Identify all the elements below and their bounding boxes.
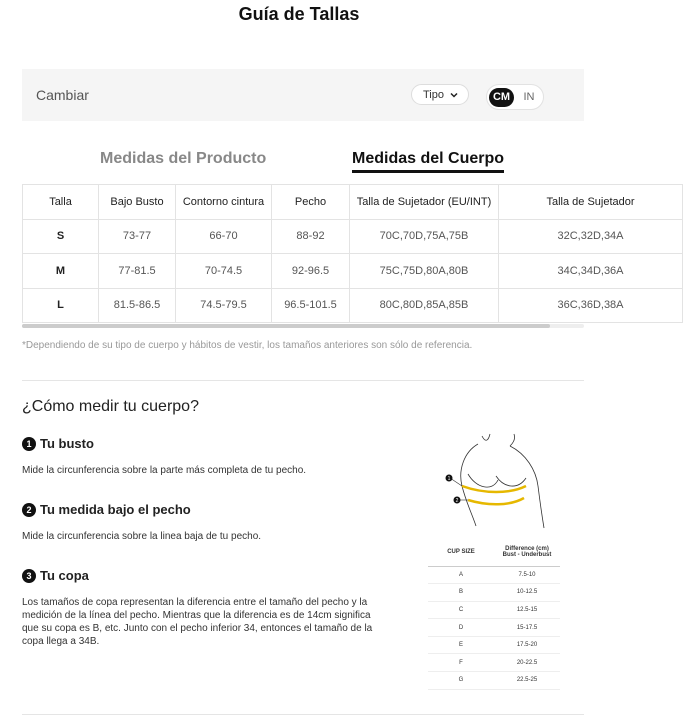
table-cell: 7.5-10 bbox=[494, 566, 560, 584]
table-cell: S bbox=[23, 219, 99, 254]
how-to-title: ¿Cómo medir tu cuerpo? bbox=[22, 398, 199, 415]
size-table bbox=[22, 184, 683, 323]
step-text: Mide la circunferencia sobre la parte más completa de tu pecho. bbox=[22, 465, 307, 476]
section-divider bbox=[22, 380, 584, 381]
table-cell: 70-74.5 bbox=[176, 254, 272, 289]
table-cell: 75C,75D,80A,80B bbox=[350, 254, 499, 289]
tab-body-measurements[interactable]: Medidas del Cuerpo bbox=[352, 150, 504, 173]
table-cell: 66-70 bbox=[176, 219, 272, 254]
table-cell: F bbox=[428, 654, 494, 672]
step-text: Los tamaños de copa representan la diferencia entre el tamaño del pecho y la medición de la línea del pecho. Mientras que la diferencia es de 14cm significa que su copa es B, etc. Junto con el pecho inferior 34, entonces el tamaño de la copa llega a 34B. bbox=[22, 597, 373, 647]
table-cell: 34C,34D,36A bbox=[499, 254, 683, 289]
header-bajo-busto: Bajo Busto bbox=[99, 185, 176, 220]
step-title: Tu medida bajo el pecho bbox=[40, 502, 191, 517]
table-cell: 81.5-86.5 bbox=[99, 288, 176, 323]
table-row bbox=[428, 619, 560, 637]
table-cell: E bbox=[428, 636, 494, 654]
table-row bbox=[428, 566, 560, 584]
header-cup-size: CUP SIZE bbox=[428, 538, 494, 566]
table-scrollbar[interactable] bbox=[22, 324, 584, 328]
header-contorno-cintura: Contorno cintura bbox=[176, 185, 272, 220]
step-heading bbox=[22, 502, 191, 517]
header-talla: Talla bbox=[23, 185, 99, 220]
table-cell: 12.5-15 bbox=[494, 601, 560, 619]
controls-bar bbox=[22, 69, 584, 121]
table-row bbox=[428, 636, 560, 654]
step-text: Mide la circunferencia sobre la linea baja de tu pecho. bbox=[22, 531, 262, 542]
table-cell: 74.5-79.5 bbox=[176, 288, 272, 323]
table-cell: 80C,80D,85A,85B bbox=[350, 288, 499, 323]
table-cell: 22.5-25 bbox=[494, 672, 560, 690]
table-row bbox=[23, 254, 683, 289]
header-difference bbox=[494, 538, 560, 566]
header-difference-line-1: Difference (cm) bbox=[505, 545, 549, 552]
table-scrollbar-thumb[interactable] bbox=[22, 324, 550, 328]
table-row bbox=[23, 219, 683, 254]
table-cell: A bbox=[428, 566, 494, 584]
unit-toggle bbox=[486, 84, 544, 110]
type-select-label: Tipo bbox=[423, 88, 444, 101]
cup-table-header bbox=[428, 538, 560, 566]
table-cell: 77-81.5 bbox=[99, 254, 176, 289]
table-row bbox=[428, 601, 560, 619]
step-number-badge: 3 bbox=[22, 569, 36, 583]
table-cell: M bbox=[23, 254, 99, 289]
figure-marker-2: 2 bbox=[455, 498, 459, 504]
table-cell: 92-96.5 bbox=[272, 254, 350, 289]
cup-size-table-container bbox=[428, 538, 560, 690]
table-cell: 17.5-20 bbox=[494, 636, 560, 654]
type-select[interactable] bbox=[411, 84, 469, 105]
section-divider bbox=[22, 714, 584, 715]
chevron-down-icon bbox=[449, 90, 459, 100]
page-title: Guía de Tallas bbox=[238, 4, 360, 24]
size-table-header bbox=[23, 185, 683, 220]
table-row bbox=[428, 584, 560, 602]
table-cell: L bbox=[23, 288, 99, 323]
unit-cm-button[interactable]: CM bbox=[489, 88, 514, 107]
table-cell: B bbox=[428, 584, 494, 602]
step-heading bbox=[22, 568, 89, 583]
step-title: Tu copa bbox=[40, 568, 89, 583]
table-cell: C bbox=[428, 601, 494, 619]
table-cell: 20-22.5 bbox=[494, 654, 560, 672]
body-measurement-figure bbox=[440, 430, 550, 530]
size-table-container bbox=[22, 184, 635, 323]
header-sujetador-eu: Talla de Sujetador (EU/INT) bbox=[350, 185, 499, 220]
table-cell: 96.5-101.5 bbox=[272, 288, 350, 323]
header-pecho: Pecho bbox=[272, 185, 350, 220]
step-number-badge: 2 bbox=[22, 503, 36, 517]
table-cell: 15-17.5 bbox=[494, 619, 560, 637]
step-title: Tu busto bbox=[40, 436, 94, 451]
table-row bbox=[23, 288, 683, 323]
table-cell: 36C,36D,38A bbox=[499, 288, 683, 323]
header-difference-line-2: Bust - Underbust bbox=[502, 551, 552, 558]
table-cell: D bbox=[428, 619, 494, 637]
table-cell: 70C,70D,75A,75B bbox=[350, 219, 499, 254]
step-number-badge: 1 bbox=[22, 437, 36, 451]
table-cell: 10-12.5 bbox=[494, 584, 560, 602]
table-cell: 73-77 bbox=[99, 219, 176, 254]
table-row bbox=[428, 672, 560, 690]
cup-size-table bbox=[428, 538, 560, 690]
table-cell: 32C,32D,34A bbox=[499, 219, 683, 254]
header-sujetador: Talla de Sujetador bbox=[499, 185, 683, 220]
tab-product-measurements[interactable]: Medidas del Producto bbox=[100, 150, 267, 167]
table-cell: 88-92 bbox=[272, 219, 350, 254]
table-row bbox=[428, 654, 560, 672]
unit-in-button[interactable]: IN bbox=[523, 91, 535, 103]
step-heading bbox=[22, 436, 94, 451]
change-label: Cambiar bbox=[36, 87, 89, 103]
figure-marker-1: 1 bbox=[447, 476, 451, 482]
table-cell: G bbox=[428, 672, 494, 690]
reference-note: *Dependiendo de su tipo de cuerpo y hábitos de vestir, los tamaños anteriores son sólo de referencia. bbox=[22, 340, 473, 351]
